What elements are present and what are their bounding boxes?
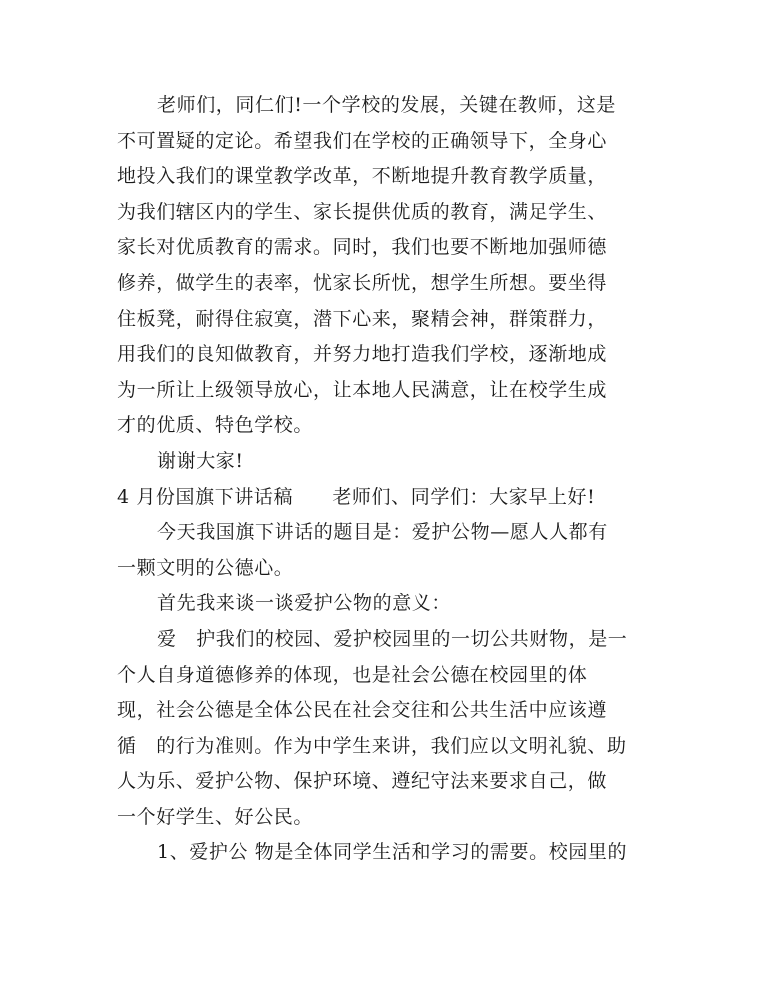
text-line-2: 不可置疑的定论。希望我们在学校的正确领导下，全身心	[117, 129, 608, 152]
text-line-22: 1、爱护公 物是全体同学生活和学习的需要。校园里的	[157, 841, 628, 864]
text-line-13: 今天我国旗下讲话的题目是：爱护公物—愿人人都有	[157, 521, 608, 544]
text-line-14: 一颗文明的公德心。	[117, 556, 294, 579]
text-line-10: 才的优质、特色学校。	[117, 414, 314, 437]
text-line-8: 用我们的良知做教育，并努力地打造我们学校，逐渐地成	[117, 343, 608, 366]
text-line-21: 一个好学生、好公民。	[117, 805, 314, 828]
text-line-18: 现，社会公德是全体公民在社会交往和公共生活中应该遵	[117, 699, 608, 722]
text-line-5: 家长对优质教育的需求。同时，我们也要不断地加强师德	[117, 236, 608, 259]
text-line-3: 地投入我们的课堂教学改革，不断地提升教育教学质量，	[117, 165, 608, 188]
text-line-15: 首先我来谈一谈爱护公物的意义：	[157, 592, 452, 615]
text-line-19: 循 的行为准则。作为中学生来讲，我们应以文明礼貌、助	[117, 734, 627, 757]
text-line-6: 修养，做学生的表率，忧家长所忧，想学生所想。要坐得	[117, 271, 608, 294]
text-line-11: 谢谢大家!	[157, 449, 244, 472]
text-line-20: 人为乐、爱护公物、保护环境、遵纪守法来要求自己，做	[117, 770, 608, 793]
text-line-1: 老师们，同仁们!一个学校的发展，关键在教师，这是	[157, 94, 617, 116]
text-line-4: 为我们辖区内的学生、家长提供优质的教育，满足学生、	[117, 200, 608, 223]
text-line-9: 为一所让上级领导放心，让本地人民满意，让在校学生成	[117, 378, 608, 401]
text-line-16: 爱 护我们的校园、爱护校园里的一切公共财物，是一	[157, 627, 628, 650]
text-line-17: 个人自身道德修养的体现，也是社会公德在校园里的体	[117, 663, 588, 686]
document-body	[117, 88, 662, 871]
text-line-12: 4 月份国旗下讲话稿 老师们、同学们：大家早上好!	[117, 485, 596, 508]
text-line-7: 住板凳，耐得住寂寞，潜下心来，聚精会神，群策群力，	[117, 307, 608, 330]
